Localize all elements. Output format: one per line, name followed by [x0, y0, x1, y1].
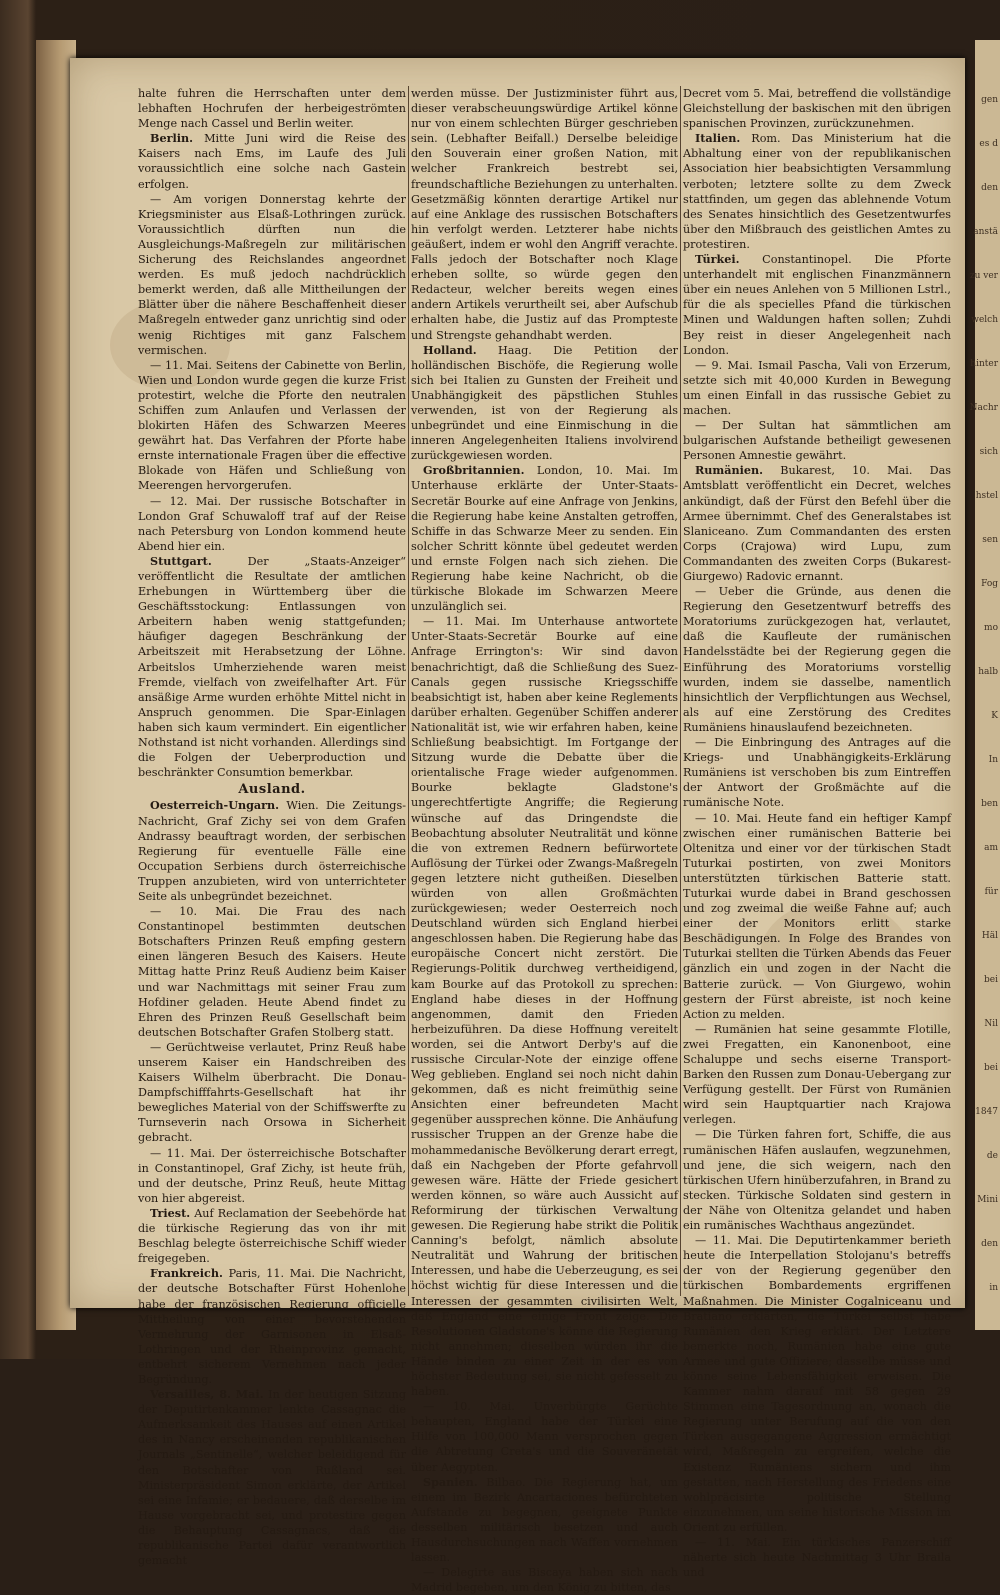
- news-paragraph: [138, 86, 406, 131]
- news-paragraph: [683, 86, 951, 131]
- facing-page-fragment: Nil: [984, 1019, 998, 1029]
- news-paragraph: [683, 418, 951, 463]
- paragraph-text: — 10. Mai. Die Frau des nach Constantinopel bestimmten deutschen Botschafters Prinzen Reuß empfing gestern einen längeren Besuch des Kaisers. Heute Mittag hatte Prinz Reuß Audienz beim Kaiser und war Nachmittags mit seiner Frau zum Hofdiner geladen. Heute Abend findet zu Ehren des Prinzen Reuß Gesellschaft beim deutschen Botschafter Grafen Stolberg statt.: [138, 905, 406, 1039]
- dateline-heading: Rumänien.: [695, 463, 764, 478]
- facing-page-fragment: Häl: [981, 931, 998, 941]
- facing-page-fragment: für: [984, 887, 998, 897]
- facing-page-fragment: den: [981, 1239, 998, 1249]
- news-paragraph: [411, 1399, 678, 1474]
- facing-page-fragment: gen: [981, 95, 998, 105]
- facing-page-fragment: in: [989, 1283, 998, 1293]
- news-paragraph: [138, 798, 406, 904]
- news-paragraph: [138, 1387, 406, 1568]
- dateline-heading: Versailles, 8. Mai.: [150, 1387, 264, 1402]
- facing-page-fragment: welch: [971, 315, 998, 325]
- paragraph-text: — 10. Mai. Unverbürgte Gerüchte behaupten, England habe der Türkei eine Hilfe von 100,000 Mann versprochen gegen die Abtretung Creta's und die Souveränetät über Aegypten.: [411, 1400, 678, 1474]
- facing-page-fragment: Fog: [981, 579, 998, 589]
- news-paragraph: [683, 735, 951, 810]
- column-divider: [408, 86, 409, 1296]
- paragraph-text: — 12. Mai. Der russische Botschafter in London Graf Schuwaloff traf auf der Reise nach Petersburg von London kommend heute Abend hier ein.: [138, 494, 406, 553]
- paragraph-text: Der „Staats-Anzeiger“ veröffentlicht die Resultate der amtlichen Erhebungen in Württemberg über die Geschäftsstockung: Entlassungen von Arbeitern haben wenig stattgefunden; häufiger dagegen Beschränkung der Arbeitszeit mit Herabsetzung der Löhne. Arbeitslos Umherziehende waren meist Fremde, vielfach von zweifelhafter Art. Für ansäßige Arme wurden erhöhte Mittel nicht in Anspruch genommen. Die Spar-Einlagen haben sich kaum vermindert. Ein eigentlicher Nothstand ist nicht vorhanden. Allerdings sind die Folgen der Ueberproduction und beschränkter Consumtion bemerkbar.: [138, 554, 406, 780]
- facing-page-fragment: Nachr: [969, 403, 998, 413]
- news-paragraph: [411, 1475, 678, 1566]
- news-paragraph: [138, 192, 406, 358]
- facing-page-fragment: 1847: [975, 1107, 998, 1117]
- dateline-heading: Italien.: [695, 131, 741, 146]
- facing-page-fragment: anstä: [973, 227, 998, 237]
- news-paragraph: [138, 358, 406, 494]
- news-paragraph: [138, 1206, 406, 1266]
- paragraph-text: — 11. Mai. Seitens der Cabinette von Berlin, Wien und London wurde gegen die kurze Frist protestirt, welche die Pforte den neutralen Schiffen zum Anlaufen und Verlassen der blokirten Häfen des Schwarzen Meeres gewährt hat. Das Verfahren der Pforte habe ernste internationale Fragen über die effective Blokade von Häfen und Schließung von Meerengen hervorgerufen.: [138, 358, 406, 493]
- paragraph-text: London, 10. Mai. Im Unterhause erklärte der Unter-Staats-Secretär Bourke auf eine Anfrage von Jenkins, die Regierung habe keine Anstalten getroffen, Schiffe in das Schwarze Meer zu senden. Ein solcher Schritt könnte übel gedeutet werden und ernste Folgen nach sich ziehen. Die Regierung habe keine Nachricht, ob die türkische Blokade im Schwarzen Meere unzulänglich sei.: [411, 464, 678, 614]
- dateline-heading: Stuttgart.: [150, 553, 212, 568]
- dateline-heading: Spanien.: [423, 1474, 478, 1489]
- facing-page-fragment: am: [984, 843, 998, 853]
- facing-page-fragment: In: [988, 755, 998, 765]
- paragraph-text: Constantinopel. Die Pforte unterhandelt mit englischen Finanzmännern über ein neues Anlehen von 5 Millionen Lstrl., für die als specielles Pfand die türkischen Minen und Waldungen haften sollen; Zuhdi Bey reist in dieser Angelegenheit nach London.: [683, 253, 951, 357]
- paragraph-text: Paris, 11. Mai. Die Nachricht, der deutsche Botschafter Fürst Hohenlohe habe der französischen Regierung officielle Mittheilung von einer bevorstehenden Vermehrung der Garnisonen in Elsaß-Lothringen und der Rheinprovinz gemacht, entbehrt sicherem Vernehmen nach jeder Begründung.: [138, 1267, 406, 1386]
- paragraph-text: — Die Türken fahren fort, Schiffe, die aus rumänischen Häfen auslaufen, wegzunehmen, und jene, die sich weigern, nach den türkischen Ufern hinüberzufahren, in Brand zu stecken. Türkische Soldaten sind gestern in der Nähe von Oltenitza gelandet und haben ein rumänisches Wachthaus angezündet.: [683, 1128, 951, 1233]
- paragraph-text: halte fuhren die Herrschaften unter dem lebhaften Hochrufen der herbeigeströmten Menge nach Cassel und Berlin weiter.: [138, 87, 406, 131]
- news-paragraph: [683, 584, 951, 735]
- column-divider: [680, 86, 681, 1296]
- news-paragraph: [411, 1565, 678, 1595]
- news-paragraph: [138, 131, 406, 191]
- paragraph-text: — Die Einbringung des Antrages auf die Kriegs- und Unabhängigkeits-Erklärung Rumäniens ist verschoben bis zum Eintreffen der Antwort der Großmächte auf die rumänische Note.: [683, 736, 951, 810]
- facing-page-fragment: de: [986, 1151, 998, 1161]
- news-paragraph: [138, 1146, 406, 1206]
- paragraph-text: — 9. Mai. Ismail Pascha, Vali von Erzerum, setzte sich mit 40,000 Kurden in Bewegung um einen Einfall in das russische Gebiet zu machen.: [683, 358, 951, 417]
- paragraph-text: — 10. Mai. Heute fand ein heftiger Kampf zwischen einer rumänischen Batterie bei Oltenitza und einer vor der türkischen Stadt Tuturkai postirten, von zwei Monitors unterstützten türkischen Batterie statt. Tuturkai wurde dabei in Brand geschossen und zog zweimal die weiße Fahne auf; auch einer der Monitors erlitt starke Beschädigungen. In Folge des Brandes von Tuturkai stellten die Türken Abends das Feuer gänzlich ein und zogen in der Nacht die Batterie zurück. — Von Giurgewo, wohin gestern der Fürst abreiste, ist noch keine Action zu melden.: [683, 811, 951, 1021]
- facing-page-fragment: sen: [982, 535, 998, 545]
- dateline-heading: Oesterreich-Ungarn.: [150, 798, 280, 813]
- facing-page-fragment: sich: [979, 447, 998, 457]
- facing-page-fragment: ben: [981, 799, 998, 809]
- news-paragraph: [138, 1040, 406, 1146]
- news-paragraph: [683, 252, 951, 358]
- paragraph-text: — 11. Mai. Im Unterhause antwortete Unter-Staats-Secretär Bourke auf eine Anfrage Errington's: Wir sind davon benachrichtigt, daß die Schließung des Suez-Canals gegen russische Kriegsschiffe beabsichtigt ist, haben aber keine Reglements darüber erhalten. Gegenüber Schiffen anderer Nationalität ist, wie wir erfahren haben, keine Schließung beabsichtigt. Im Fortgange der Sitzung wurde die Debatte über die orientalische Frage wieder aufgenommen. Bourke beklagte Gladstone's ungerechtfertigte Angriffe; die Regierung wünsche auf das Dringendste die Beobachtung absoluter Neutralität und könne die von extremen Rednern befürwortete Auflösung der Türkei oder Zwangs-Maßregeln gegen letztere nicht gutheißen. Dieselben würden von allen Großmächten zurückgewiesen; weder Oesterreich noch Deutschland würden sich England hierbei angeschlossen haben. Die Regierung habe das europäische Concert nicht zerstört. Die Regierungs-Politik durchweg vertheidigend, kam Bourke auf das Protokoll zu sprechen: England habe dieses in der Hoffnung angenommen, damit den Frieden herbeizuführen. Da diese Hoffnung vereitelt worden, sei die Antwort Derby's auf die russische Circular-Note der einzige offene Weg geblieben. England sei noch nicht dahin gekommen, daß es nicht freimüthig seine Ansichten einer befreundeten Macht gegenüber aussprechen könne. Die Anhäufung russischer Truppen an der Grenze habe die mohammedanische Bevölkerung derart erregt, daß ein Nachgeben der Pforte gefahrvoll gewesen wäre. Hätte der Friede gesichert werden können, so wäre auch Aussicht auf Reformirung der türkischen Verwaltung gewesen. Die Regierung habe strikt die Politik Canning's befolgt, nämlich absolute Neutralität und Wahrung der britischen Interessen, und habe die Ueberzeugung, es sei höchst wichtig für diese Interessen und die Interessen der gesammten civilisirten Welt, daß England eine einige Front zeige. Die Resolutionen Gladstone's könne die Regierung nicht annehmen; dieselben würden ihr die Hände binden zu einer Zeit in der es von höchster Bedeutung sei, sie nicht gefesselt zu haben.: [411, 615, 678, 1399]
- news-paragraph: [683, 131, 951, 252]
- article-column-3: [683, 86, 951, 1580]
- dateline-heading: Holland.: [423, 342, 477, 357]
- news-paragraph: [683, 358, 951, 418]
- dateline-heading: Berlin.: [150, 131, 193, 146]
- facing-page-fragment: bei: [984, 975, 998, 985]
- news-paragraph: [138, 494, 406, 554]
- paragraph-text: — Gerüchtweise verlautet, Prinz Reuß habe unserem Kaiser ein Handschreiben des Kaisers Wilhelm überbracht. Die Donau-Dampfschifffahrts-Gesellschaft hat ihr bewegliches Material von der Schiffswerfte zu Turnseverin nach Orsowa in Sicherheit gebracht.: [138, 1040, 406, 1145]
- paragraph-text: In der heutigen Sitzung der Deputirtenkammer lenkte Cassagnac die Aufmerksamkeit des Hauses auf einen Artikel des in Nancy erscheinenden republikanischen Journals „Sentinelle“, welcher beleidigend für den Botschafter von Rußland sei. Ministerpräsident Simon erklärte, der Artikel sei eine Infamie; er bedauere, daß derselbe im Hause vorgebracht sei, und protestire gegen die Behauptung Cassagnacs, daß die republikanische Partei dafür verantwortlich gemacht: [138, 1388, 406, 1568]
- dateline-heading: Frankreich.: [150, 1266, 223, 1281]
- news-paragraph: [411, 86, 678, 343]
- facing-page-fragment: zu ver: [969, 271, 998, 281]
- dateline-heading: Großbritannien.: [423, 463, 525, 478]
- news-paragraph: [683, 1535, 951, 1580]
- facing-page-fragment: Mini: [977, 1195, 998, 1205]
- paragraph-text: — 11. Mai. Ein türkisches Panzerschiff näherte sich heute Nachmittag 3 Uhr Braila und: [683, 1536, 951, 1580]
- article-column-1: [138, 86, 406, 1568]
- paragraph-text: Mitte Juni wird die Reise des Kaisers nach Ems, im Laufe des Juli voraussichtlich eine solche nach Gastein erfolgen.: [138, 132, 406, 191]
- paragraph-text: Wien. Die Zeitungs-Nachricht, Graf Zichy sei von dem Grafen Andrassy beauftragt worden, der serbischen Regierung für eventuelle Fälle eine Occupation Serbiens durch österreichische Truppen anzubieten, wird von unterrichteter Seite als unbegründet bezeichnet.: [138, 799, 406, 903]
- news-paragraph: [683, 1233, 951, 1535]
- paragraph-text: Bilbao. Die Regierung hat, um einem im Bezirk Ancartaciones befürchteten Aufstande zu begegnen, geeignete Punkte desselben militärisch besetzen und auch Hausdurchsuchungen nach Waffen vornehmen lassen.: [411, 1475, 678, 1565]
- facing-page-fragment: bei: [984, 1063, 998, 1073]
- facing-page-fragment: hstel: [975, 491, 998, 501]
- news-paragraph: [138, 904, 406, 1040]
- dateline-heading: Triest.: [150, 1205, 191, 1220]
- paragraph-text: — Rumänien hat seine gesammte Flotille, zwei Fregatten, ein Kanonenboot, eine Schaluppe und sechs eiserne Transport-Barken den Russen zum Donau-Uebergang zur Verfügung gestellt. Der Fürst von Rumänien wird sein Hauptquartier nach Krajowa verlegen.: [683, 1022, 951, 1127]
- paragraph-text: — Am vorigen Donnerstag kehrte der Kriegsminister aus Elsaß-Lothringen zurück. Voraussichtlich dürften nun die Ausgleichungs-Maßregeln zur militärischen Sicherung des Reichslandes angeordnet werden. Es muß jedoch nachdrücklich bemerkt werden, daß alle Mittheilungen der Blätter über die nähere Beschaffenheit dieser Maßregeln entweder ganz unrichtig sind oder wenig Richtiges mit ganz Falschem vermischen.: [138, 192, 406, 357]
- paragraph-text: werden müsse. Der Justizminister führt aus, dieser verabscheuungswürdige Artikel könne nur von einem schlechten Bürger geschrieben sein. (Lebhafter Beifall.) Derselbe beleidige den Souverain einer großen Nation, mit welcher Frankreich bestrebt sei, freundschaftliche Beziehungen zu unterhalten. Gesetzmäßig könnten derartige Artikel nur auf eine Anklage des russischen Botschafters hin verfolgt werden. Letzterer habe nichts geäußert, indem er wohl den Angriff verachte. Falls jedoch der Botschafter noch Klage erheben sollte, so würde gegen den Redacteur, welcher bereits wegen eines andern Artikels verurtheilt sei, aber Aufschub erhalten habe, die Justiz auf das Prompteste und Strengste gehandhabt werden.: [411, 87, 678, 342]
- facing-page-fragment: mo: [984, 623, 998, 633]
- paragraph-text: Bukarest, 10. Mai. Das Amtsblatt veröffentlicht ein Decret, welches ankündigt, daß der Fürst den Befehl über die Armee übernimmt. Chef des Generalstabes ist Slaniceano. Zum Commandanten des ersten Corps (Crajowa) wird Lupu, zum Commandanten des zweiten Corps (Bukarest-Giurgewo) Radovic ernannt.: [683, 464, 951, 583]
- dateline-heading: Türkei.: [695, 252, 740, 267]
- news-paragraph: [138, 554, 406, 780]
- section-heading: Ausland.: [238, 782, 306, 798]
- news-paragraph: [683, 811, 951, 1022]
- paragraph-text: — Der Sultan hat sämmtlichen am bulgarischen Aufstande betheiligt gewesenen Personen Amnestie gewährt.: [683, 419, 951, 463]
- article-column-2: [411, 86, 679, 1595]
- news-paragraph: [683, 1127, 951, 1233]
- news-paragraph: [411, 343, 678, 464]
- facing-page-fragment: es d: [979, 139, 998, 149]
- news-paragraph: [683, 463, 951, 584]
- paragraph-text: Rom. Das Ministerium hat die Abhaltung einer von der republikanischen Association hier beabsichtigten Versammlung verboten; letztere sollte zu dem Zweck stattfinden, um gegen das ablehnende Votum des Senates hinsichtlich des Gesetzentwurfes über den Mißbrauch des geistlichen Amtes zu protestiren.: [683, 132, 951, 251]
- news-paragraph: [138, 1266, 406, 1387]
- paragraph-text: Haag. Die Petition der holländischen Bischöfe, die Regierung wolle sich bei Italien zu Gunsten der Freiheit und Unabhängigkeit des päpstlichen Stuhles verwenden, ist von der Regierung als unbegründet und eine Einmischung in die inneren Angelegenheiten Italiens involvirend zurückgewiesen worden.: [411, 343, 679, 463]
- facing-page-fragment: halb: [978, 667, 998, 677]
- news-paragraph: [411, 463, 678, 614]
- facing-page-fragment: hinter: [970, 359, 998, 369]
- paragraph-text: — Ueber die Gründe, aus denen die Regierung den Gesetzentwurf betreffs des Moratoriums zurückgezogen hat, verlautet, daß die Kaufleute der rumänischen Handelsstädte bei der Regierung gegen die Einführung des Moratoriums vorstellig wurden, indem sie dasselbe, namentlich hinsichtlich der Verpflichtungen aus Wechsel, als auf eine Zerstörung des Credites Rumäniens hinauslaufend bezeichneten.: [683, 585, 951, 734]
- facing-page-fragment: den: [981, 183, 998, 193]
- paragraph-text: — Delegirte aus Biscaya haben sich nach Madrid begeben, um den König zu bitten, das: [411, 1566, 678, 1595]
- news-paragraph: [683, 1022, 951, 1128]
- news-paragraph: [411, 614, 678, 1399]
- facing-page-fragment: K: [991, 711, 998, 721]
- paragraph-text: — 11. Mai. Die Deputirtenkammer berieth heute die Interpellation Stolojanu's betreffs der von der Regierung gegenüber den türkischen Bombardements ergriffenen Maßnahmen. Die Minister Cogalniceanu und Bratiano erklärten, die Türkei selbst habe Rumänien den Krieg erklärt. Der Letztere bemerkte noch, Rumänien habe eine gute Armee und gute Offiziere; dasselbe müsse und könne seine Lebensfähigkeit erweisen. Die Kammer nahm darauf mit 58 gegen 29 Stimmen eine Tagesordnung an, wonach die Regierung unter Berufung auf die von den Türken ausgegangene Aggression ermächtigt wird, Maßregeln zu ergreifen, welche die Existenz Rumäniens sichern und ihm gestatten, nach Herstellung des Friedens eine wohlpräcisirte politische Stellung einzunehmen, um seine historische Mission im Orient zu erfüllen.: [683, 1234, 951, 1534]
- facing-page-edge: [969, 40, 1000, 1330]
- paragraph-text: Auf Reclamation der Seebehörde hat die türkische Regierung das von ihr mit Beschlag belegte österreichische Schiff wieder freigegeben.: [138, 1206, 406, 1266]
- paragraph-text: Decret vom 5. Mai, betreffend die vollständige Gleichstellung der baskischen mit den übrigen spanischen Provinzen, zurückzunehmen.: [683, 87, 951, 131]
- paragraph-text: — 11. Mai. Der österreichische Botschafter in Constantinopel, Graf Zichy, ist heute früh, und der deutsche, Prinz Reuß, heute Mittag von hier abgereist.: [138, 1146, 406, 1205]
